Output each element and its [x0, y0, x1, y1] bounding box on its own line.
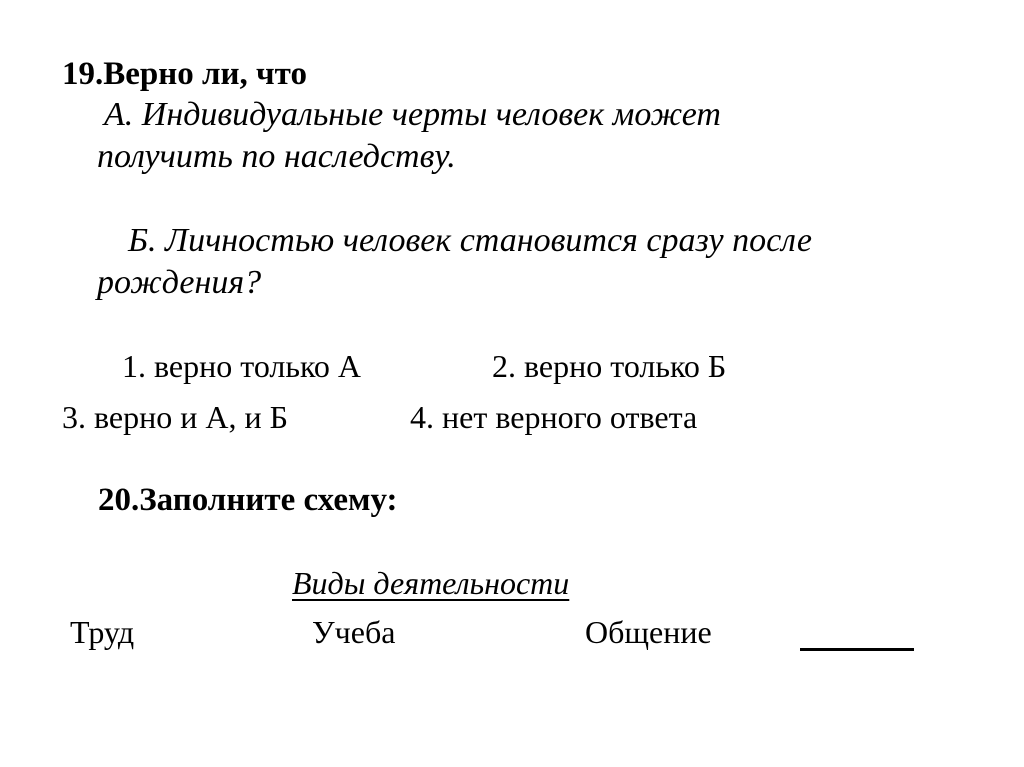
statement-a-line-1: А. Индивидуальные черты человек может	[104, 96, 721, 133]
scheme-header: Виды деятельности	[292, 565, 570, 601]
scheme-item-study: Учеба	[312, 614, 396, 650]
answer-option-1: 1. верно только А	[122, 348, 361, 384]
statement-a-line-2: получить по наследству.	[97, 138, 456, 175]
answer-option-2: 2. верно только Б	[492, 348, 727, 384]
question-19-title: 19.Верно ли, что	[62, 56, 307, 92]
scheme-blank-line	[800, 648, 914, 651]
statement-b-line-2: рождения?	[97, 264, 262, 301]
answer-option-4: 4. нет верного ответа	[410, 399, 698, 435]
answer-option-3: 3. верно и А, и Б	[62, 399, 288, 435]
scheme-item-communication: Общение	[585, 614, 712, 650]
scheme-item-work: Труд	[70, 614, 135, 650]
question-20-title: 20.Заполните схему:	[98, 482, 398, 518]
statement-b-line-1: Б. Личностью человек становится сразу после	[128, 222, 812, 259]
